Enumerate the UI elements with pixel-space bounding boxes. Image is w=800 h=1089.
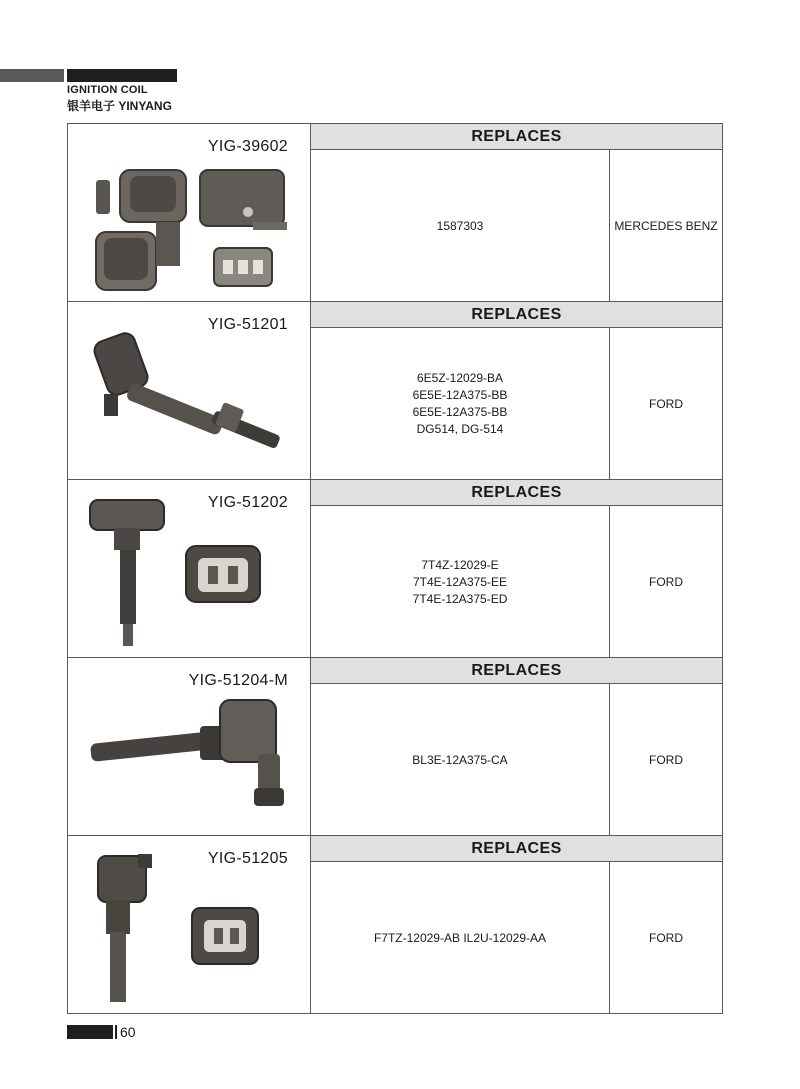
product-image-cell bbox=[68, 658, 311, 835]
header-bar-dark bbox=[67, 69, 177, 82]
product-image-cell bbox=[68, 124, 311, 301]
product-image-cell bbox=[68, 302, 311, 479]
product-row bbox=[68, 124, 722, 302]
header-bar-grey bbox=[0, 69, 64, 82]
replaces-header: REPLACES bbox=[311, 836, 722, 862]
replaces-header: REPLACES bbox=[311, 124, 722, 150]
oem-code: 6E5E-12A375-BB bbox=[412, 388, 508, 402]
part-number: YIG-51201 bbox=[207, 316, 288, 333]
vehicle-make: FORD bbox=[649, 397, 683, 411]
product-image-cell bbox=[68, 836, 311, 1014]
replaces-header: REPLACES bbox=[311, 658, 722, 684]
oem-codes bbox=[311, 862, 610, 1014]
part-number: YIG-39602 bbox=[207, 138, 288, 155]
oem-codes bbox=[311, 150, 610, 302]
product-row bbox=[68, 658, 722, 836]
footer-bar bbox=[67, 1025, 113, 1039]
replaces-header: REPLACES bbox=[311, 302, 722, 328]
oem-codes bbox=[311, 328, 610, 480]
vehicle-make: FORD bbox=[649, 575, 683, 589]
brand-name: 银羊电子 YINYANG bbox=[67, 99, 172, 113]
oem-code: BL3E-12A375-CA bbox=[412, 752, 508, 767]
oem-codes bbox=[311, 506, 610, 658]
oem-code: DG514, DG-514 bbox=[416, 422, 504, 436]
part-number: YIG-51205 bbox=[207, 850, 288, 867]
oem-codes bbox=[311, 684, 610, 836]
vehicle-make: MERCEDES BENZ bbox=[614, 219, 718, 233]
oem-code: 6E5Z-12029-BA bbox=[416, 371, 504, 385]
oem-code: 6E5E-12A375-BB bbox=[412, 405, 508, 419]
product-table bbox=[67, 123, 723, 1014]
product-row bbox=[68, 480, 722, 658]
product-row bbox=[68, 302, 722, 480]
oem-code: 7T4E-12A375-EE bbox=[412, 574, 508, 589]
product-row bbox=[68, 836, 722, 1014]
product-image-cell bbox=[68, 480, 311, 657]
section-title: IGNITION COIL bbox=[67, 84, 148, 96]
vehicle-make: FORD bbox=[649, 931, 683, 945]
vehicle-make: FORD bbox=[649, 753, 683, 767]
oem-code: 7T4Z-12029-E bbox=[421, 557, 499, 572]
oem-code: 7T4E-12A375-ED bbox=[412, 591, 508, 606]
oem-code: 1587303 bbox=[436, 218, 484, 233]
part-number: YIG-51202 bbox=[207, 494, 288, 511]
oem-code: F7TZ-12029-AB IL2U-12029-AA bbox=[373, 930, 547, 945]
footer-separator bbox=[115, 1025, 117, 1039]
part-number: YIG-51204-M bbox=[188, 672, 288, 689]
page-number: 60 bbox=[120, 1024, 136, 1040]
replaces-header: REPLACES bbox=[311, 480, 722, 506]
